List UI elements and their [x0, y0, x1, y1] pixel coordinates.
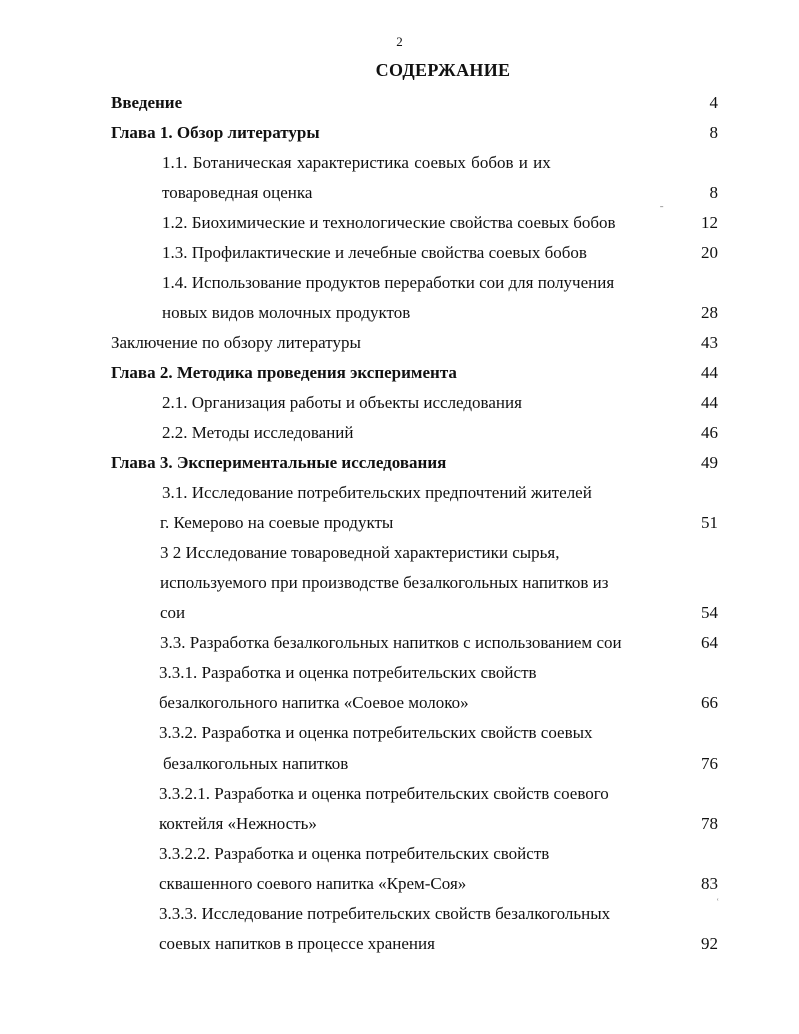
- toc-entry-3-3-2-2-continued[interactable]: сквашенного соевого напитка «Крем-Соя»: [159, 874, 467, 893]
- toc-entry-3-3[interactable]: 3.3. Разработка безалкогольных напитков с использованием сои: [160, 633, 622, 652]
- toc-entry-3-3-3[interactable]: 3.3.3. Исследование потребительских свойств безалкогольных: [159, 904, 611, 923]
- page-number: 2: [396, 34, 403, 49]
- toc-entry-3-3-2-continued[interactable]: безалкогольных напитков: [163, 754, 349, 773]
- toc-entry-1-4-continued[interactable]: новых видов молочных продуктов: [162, 303, 411, 322]
- toc-page-1-4-line1: [678, 268, 718, 298]
- toc-entry-3-3-2-1-continued[interactable]: коктейля «Нежность»: [159, 814, 317, 833]
- toc-entry-introduction[interactable]: Введение: [111, 93, 183, 112]
- toc-entry-3-3-2[interactable]: 3.3.2. Разработка и оценка потребительских свойств соевых: [159, 723, 593, 742]
- toc-page-3-3-1: 66: [701, 693, 718, 712]
- toc-entry-1-1[interactable]: 1.1. Ботаническая характеристика соевых бобов и их: [162, 153, 551, 172]
- toc-entry-3-1-continued[interactable]: г. Кемерово на соевые продукты: [160, 513, 394, 532]
- toc-page-2-1: 44: [701, 393, 718, 412]
- toc-entry-3-1[interactable]: 3.1. Исследование потребительских предпочтений жителей: [162, 483, 592, 502]
- toc-page-chapter-1: 8: [709, 123, 718, 142]
- toc-page-3-3-2-1: 78: [701, 814, 718, 833]
- toc-entry-3-2-continued[interactable]: используемого при производстве безалкогольных напитков из: [160, 573, 609, 592]
- toc-page-3-1: 51: [701, 513, 718, 532]
- toc-page-3-3-1-line1: [678, 658, 718, 688]
- toc-entry-3-3-2-1[interactable]: 3.3.2.1. Разработка и оценка потребительских свойств соевого: [159, 784, 609, 803]
- scan-speck: ˉ: [660, 205, 664, 216]
- toc-page-3-3-2-2: 83: [701, 874, 718, 893]
- toc-page-introduction: 4: [709, 93, 718, 112]
- toc-entry-chapter-2[interactable]: Глава 2. Методика проведения эксперимента: [111, 363, 457, 382]
- toc-page-3-2: 54: [701, 603, 718, 622]
- toc-page-3-3-3: 92: [701, 934, 718, 953]
- toc-entry-3-3-3-continued[interactable]: соевых напитков в процессе хранения: [159, 934, 435, 953]
- toc-entry-1-4[interactable]: 1.4. Использование продуктов переработки сои для получения: [162, 273, 615, 292]
- toc-page-3-3-2-line1: [678, 718, 718, 748]
- toc-page-3-2-line2: [678, 568, 718, 598]
- toc-page-literature-conclusion: 43: [701, 333, 718, 352]
- toc-page-1-4: 28: [701, 303, 718, 322]
- toc-entry-3-3-1-continued[interactable]: безалкогольного напитка «Соевое молоко»: [159, 693, 469, 712]
- toc-page-chapter-2: 44: [701, 363, 718, 382]
- toc-entry-1-1-continued[interactable]: товароведная оценка: [162, 183, 313, 202]
- toc-entry-chapter-1[interactable]: Глава 1. Обзор литературы: [111, 123, 320, 142]
- toc-entry-3-3-2-2[interactable]: 3.3.2.2. Разработка и оценка потребительских свойств: [159, 844, 550, 863]
- toc-page-1-3: 20: [701, 243, 718, 262]
- toc-page-1-2: 12: [701, 213, 718, 232]
- toc-page-3-3-2-1-line1: [678, 779, 718, 809]
- toc-page-3-3-2-2-line1: [678, 839, 718, 869]
- toc-page-3-3-2: 76: [701, 754, 718, 773]
- toc-entry-3-3-1[interactable]: 3.3.1. Разработка и оценка потребительских свойств: [159, 663, 537, 682]
- toc-page-1-1-line1: [678, 148, 718, 178]
- page-title: СОДЕРЖАНИЕ: [375, 60, 511, 80]
- toc-page-3-1-line1: [678, 478, 718, 508]
- toc-page-3-2-line1: [678, 538, 718, 568]
- toc-entry-1-3[interactable]: 1.3. Профилактические и лечебные свойства соевых бобов: [162, 243, 587, 262]
- scan-speck: ˓: [716, 893, 720, 904]
- toc-entry-3-2-end[interactable]: сои: [160, 603, 186, 622]
- toc-page-1-1: 8: [709, 183, 718, 202]
- toc-page-3-3: 64: [701, 633, 718, 652]
- toc-entry-2-2[interactable]: 2.2. Методы исследований: [162, 423, 354, 442]
- toc-entry-1-2[interactable]: 1.2. Биохимические и технологические свойства соевых бобов: [162, 213, 616, 232]
- toc-entry-chapter-3[interactable]: Глава 3. Экспериментальные исследования: [111, 453, 447, 472]
- toc-page-chapter-3: 49: [701, 453, 718, 472]
- toc-page-3-3-3-line1: [678, 899, 718, 929]
- toc-entry-2-1[interactable]: 2.1. Организация работы и объекты исследования: [162, 393, 522, 412]
- toc-entry-literature-conclusion[interactable]: Заключение по обзору литературы: [111, 333, 361, 352]
- toc-entry-3-2[interactable]: 3 2 Исследование товароведной характеристики сырья,: [160, 543, 560, 562]
- toc-page-2-2: 46: [701, 423, 718, 442]
